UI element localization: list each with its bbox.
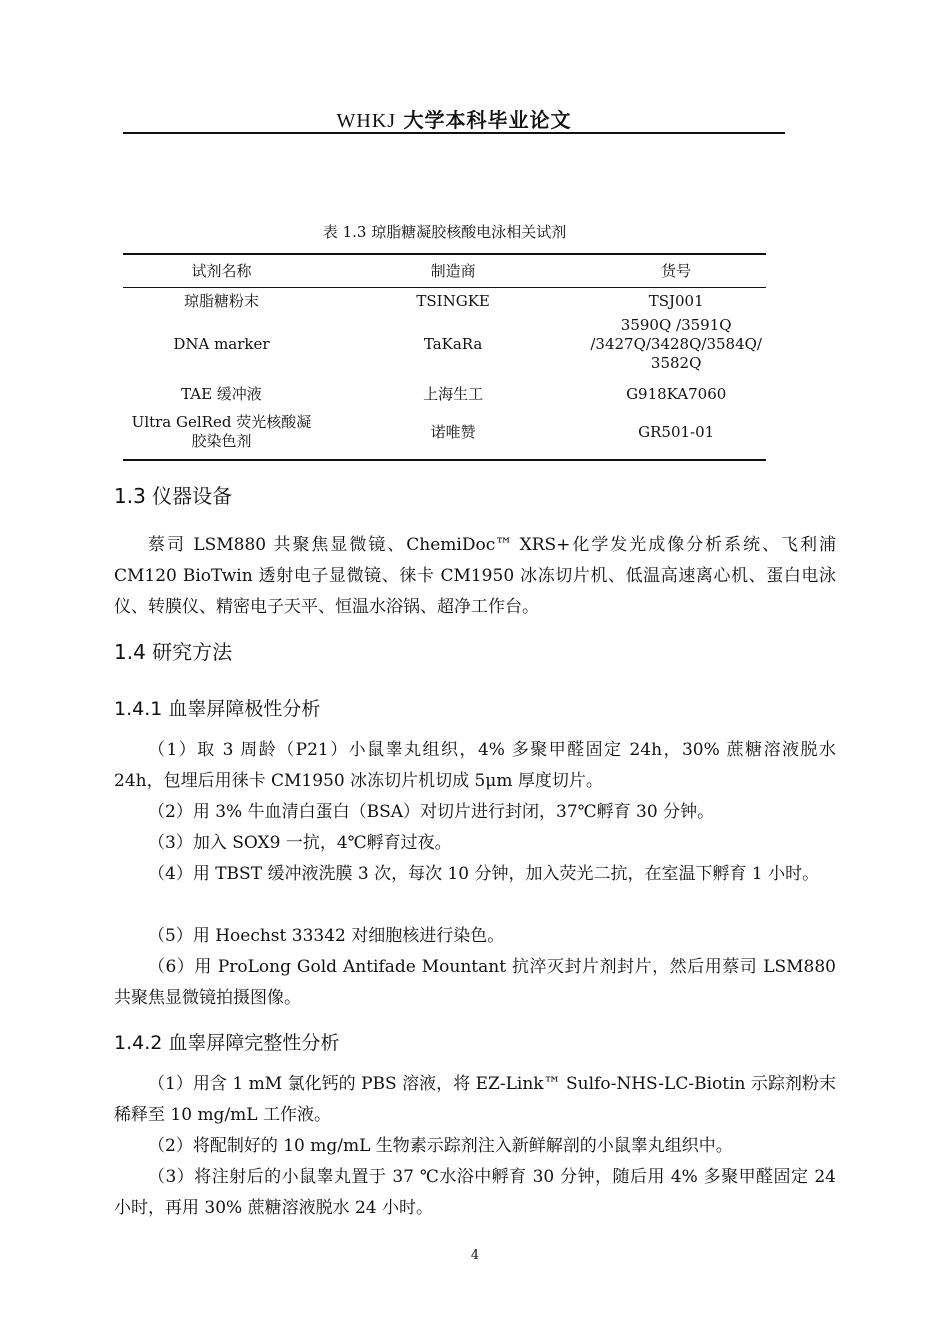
table-cell: Ultra GelRed 荧光核酸凝 胶染色剂: [131, 413, 312, 450]
table-cell: 琼脂糖粉末: [183, 291, 259, 310]
table-cell: TAE 缓冲液: [181, 385, 262, 403]
table-caption: 表 1.3 琼脂糖凝胶核酸电泳相关试剂: [322, 223, 567, 241]
subsection-heading-1-4-1: 1.4.1 血睾屏障极性分析: [114, 698, 321, 720]
running-header: [123, 104, 785, 133]
reagents-table: [123, 253, 766, 461]
table-header-row: [123, 254, 766, 288]
section-heading-1-3: 1.3 仪器设备: [114, 484, 233, 508]
column-header: 制造商: [430, 261, 476, 280]
table-cell: 3590Q /3591Q /3427Q/3428Q/3584Q/ 3582Q: [590, 316, 762, 372]
table-cell: G918KA7060: [626, 385, 727, 403]
table-cell: 诺唯赞: [430, 422, 476, 441]
table-cell: GR501-01: [638, 422, 715, 441]
section-heading-1-4: 1.4 研究方法: [114, 640, 233, 664]
table-row: [123, 378, 766, 412]
header-title: 大学本科毕业论文: [403, 108, 572, 132]
table-cell: DNA marker: [173, 335, 270, 353]
table-cell: TaKaRa: [423, 335, 483, 353]
method-step: （3）将注射后的小鼠睾丸置于 37 ℃水浴中孵育 30 分钟，随后用 4% 多聚甲醛固定 24 小时，再用 30% 蔗糖溶液脱水 24 小时。: [114, 1167, 836, 1218]
column-header: 货号: [661, 261, 692, 280]
equipment-paragraph: 蔡司 LSM880 共聚焦显微镜、ChemiDoc™ XRS+化学发光成像分析系统、飞利浦 CM120 BioTwin 透射电子显微镜、徕卡 CM1950 冰冻切片机、低温高速离心机、蛋白电泳仪、转膜仪、精密电子天平、恒温水浴锅、超净工作台。: [114, 535, 836, 617]
column-header: 试剂名称: [191, 261, 252, 280]
method-step: （1）取 3 周龄（P21）小鼠睾丸组织，4% 多聚甲醛固定 24h，30% 蔗糖溶液脱水 24h，包埋后用徕卡 CM1950 冰冻切片机切成 5μm 厚度切片。: [114, 740, 836, 791]
table-cell: TSINGKE: [416, 291, 490, 310]
table-cell: TSJ001: [648, 291, 704, 310]
page-number: 4: [470, 1248, 480, 1263]
method-step: （5）用 Hoechst 33342 对细胞核进行染色。: [148, 926, 505, 946]
header-latin: WHKJ: [336, 110, 397, 132]
table-row: [123, 288, 766, 312]
method-step: （2）将配制好的 10 mg/mL 生物素示踪剂注入新鲜解剖的小鼠睾丸组织中。: [148, 1136, 733, 1156]
method-step: （3）加入 SOX9 一抗，4℃孵育过夜。: [148, 833, 452, 853]
method-step: （2）用 3% 牛血清白蛋白（BSA）对切片进行封闭，37℃孵育 30 分钟。: [148, 802, 715, 822]
table-cell: 上海生工: [423, 385, 484, 403]
method-step: （6）用 ProLong Gold Antifade Mountant 抗淬灭封片剂封片，然后用蔡司 LSM880 共聚焦显微镜拍摄图像。: [114, 957, 836, 1008]
header-rule: [123, 132, 785, 134]
method-step: （4）用 TBST 缓冲液洗膜 3 次，每次 10 分钟，加入荧光二抗，在室温下孵育 1 小时。: [148, 864, 820, 884]
table-row: [123, 312, 766, 378]
method-step: （1）用含 1 mM 氯化钙的 PBS 溶液，将 EZ-Link™ Sulfo-NHS-LC-Biotin 示踪剂粉末稀释至 10 mg/mL 工作液。: [114, 1074, 836, 1125]
subsection-heading-1-4-2: 1.4.2 血睾屏障完整性分析: [114, 1032, 340, 1054]
table-row: [123, 412, 766, 460]
